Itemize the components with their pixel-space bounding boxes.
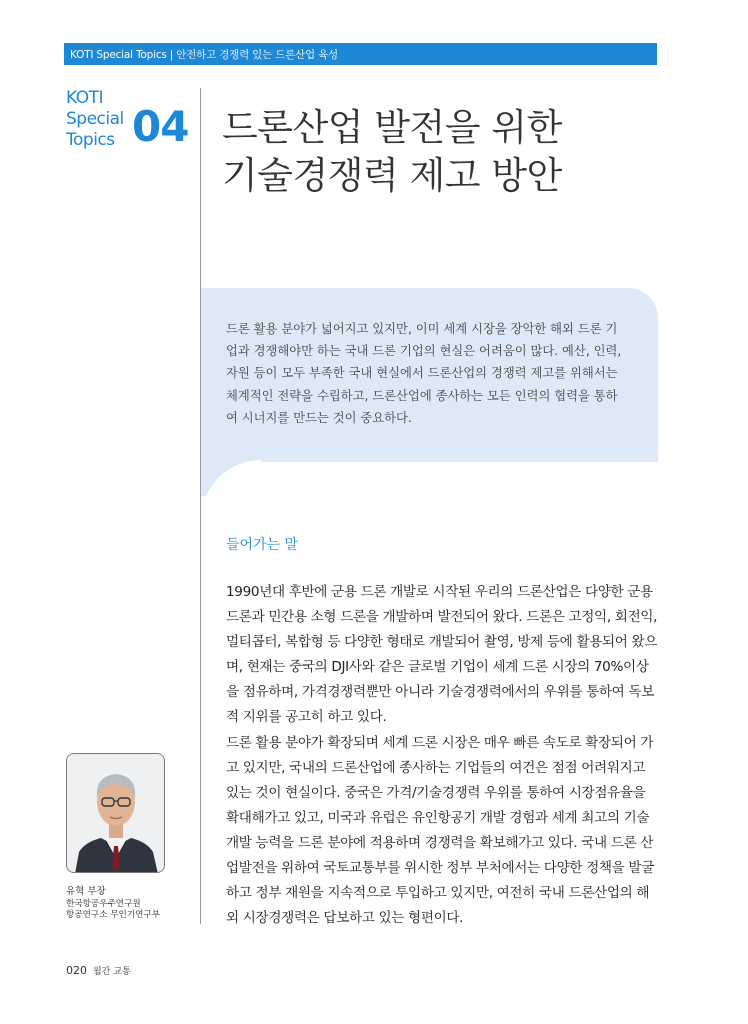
body-line: 하고 정부 재원을 지속적으로 투입하고 있지만, 여전히 국내 드론산업의 해: [226, 885, 650, 902]
body-line: 적 지위를 공고히 하고 있다.: [226, 709, 387, 726]
author-dept: 항공연구소 무인기연구부: [66, 910, 161, 920]
author-org: 한국항공우주연구원: [66, 899, 141, 909]
author-photo: [66, 753, 165, 873]
body-line: 며, 현재는 중국의 DJI사와 같은 글로벌 기업이 세계 드론 시장의 70%이상: [226, 659, 649, 676]
series-label-koti: KOTI: [66, 88, 103, 108]
body-line: 개발 능력을 드론 분야에 적용하며 경쟁력을 확보해가고 있다. 국내 드론 산: [226, 834, 654, 851]
page-number: 020: [66, 964, 87, 977]
section-heading: 들어가는 말: [226, 537, 299, 553]
series-label: [66, 88, 124, 151]
magazine-name: 월간 교통: [93, 967, 131, 977]
body-line: 있는 것이 현실이다. 중국은 가격/기술경쟁력 우위를 통하여 시장점유율을: [226, 784, 646, 801]
article-title-line-2: 기술경쟁력 제고 방안: [222, 154, 562, 197]
body-text: [226, 580, 658, 931]
body-line: 확대해가고 있고, 미국과 유럽은 유인항공기 개발 경험과 세계 최고의 기술: [226, 809, 650, 826]
series-label-special: Special: [66, 109, 124, 129]
header-bar: [64, 43, 657, 65]
body-line: 멀티콥터, 복합형 등 다양한 형태로 개발되어 촬영, 방제 등에 활용되어 왔으: [226, 634, 658, 651]
body-line: 고 있지만, 국내의 드론산업에 종사하는 기업들의 여건은 점점 어려워지고: [226, 759, 646, 776]
abstract-line: 여 시너지를 만드는 것이 중요하다.: [226, 410, 412, 425]
body-line: 업발전을 위하여 국토교통부를 위시한 정부 부처에서는 다양한 정책을 발굴: [226, 860, 654, 877]
author-info: [66, 886, 160, 921]
abstract-line: 업과 경쟁해야만 하는 국내 드론 기업의 현실은 어려움이 많다. 예산, 인력,: [226, 344, 622, 359]
abstract-line: 드론 활용 분야가 넓어지고 있지만, 이미 세계 시장을 장악한 해외 드론 기: [226, 322, 618, 336]
abstract-text: [226, 318, 642, 429]
body-line: 드론 활용 분야가 확장되며 세계 드론 시장은 매우 빠른 속도로 확장되어 가: [226, 734, 654, 751]
header-bar-text: KOTI Special Topics | 안전하고 경쟁력 있는 드론산업 육성: [70, 49, 338, 61]
body-line: 을 점유하며, 가격경쟁력뿐만 아니라 기술경쟁력에서의 우위를 통하여 독보: [226, 684, 654, 701]
topic-number: 04: [132, 102, 189, 151]
series-label-topics: Topics: [66, 130, 115, 150]
abstract-box-tail: [201, 460, 261, 496]
article-title: [222, 104, 562, 200]
column-divider: [200, 88, 201, 924]
page-footer: [66, 964, 131, 977]
author-portrait-image: [67, 754, 165, 873]
abstract-line: 자원 등이 모두 부족한 국내 현실에서 드론산업의 경쟁력 제고를 위해서는: [226, 366, 618, 381]
article-title-line-1: 드론산업 발전을 위한: [222, 106, 562, 149]
body-line: 드론과 민간용 소형 드론을 개발하며 발전되어 왔다. 드론은 고정익, 회전익,: [226, 609, 658, 626]
abstract-line: 체계적인 전략을 수립하고, 드론산업에 종사하는 모든 인력의 협력을 통하: [226, 388, 618, 403]
body-line: 외 시장경쟁력은 답보하고 있는 형편이다.: [226, 910, 464, 927]
body-line: 1990년대 후반에 군용 드론 개발로 시작된 우리의 드론산업은 다양한 군용: [226, 584, 653, 600]
author-name: 유혁 부장: [66, 886, 106, 897]
